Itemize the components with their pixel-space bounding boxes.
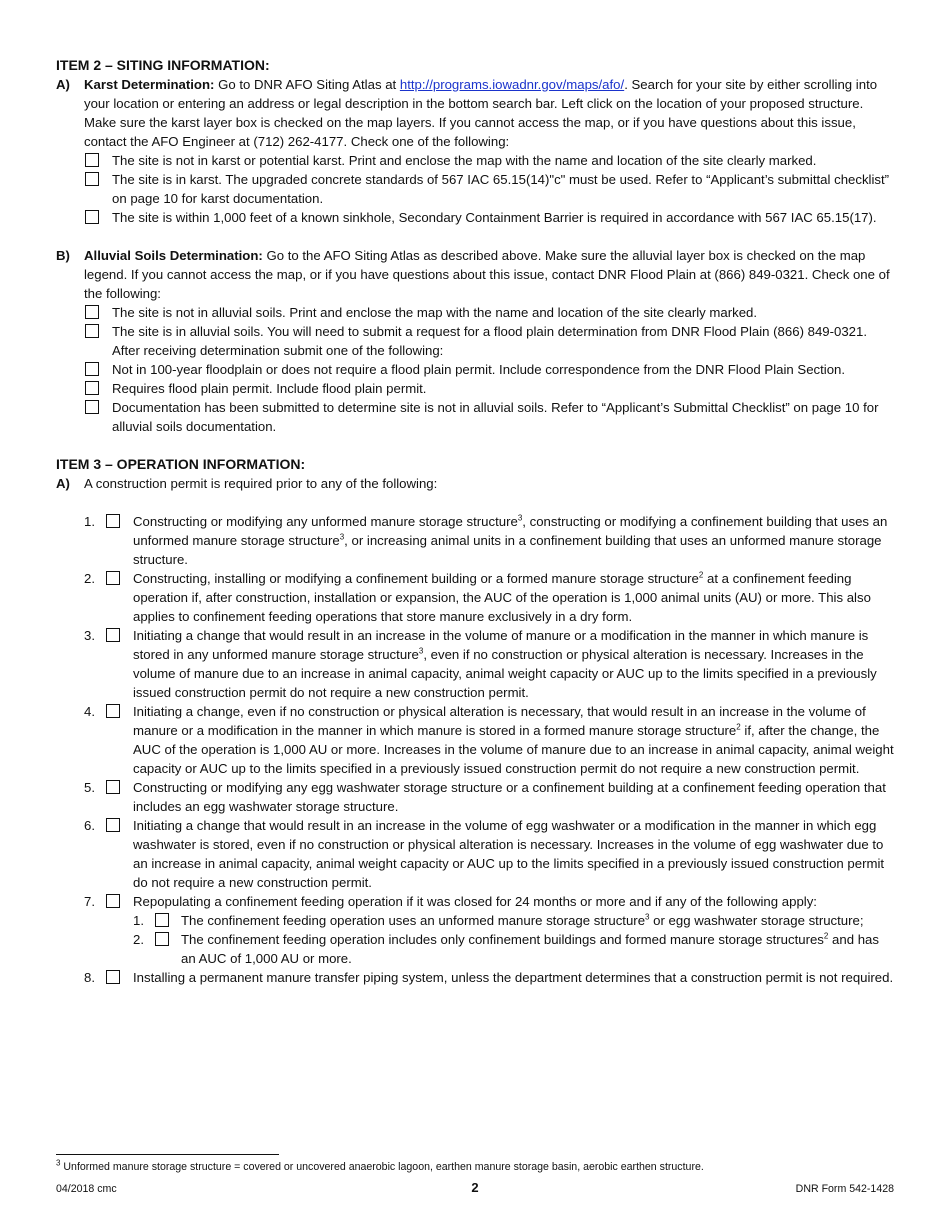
form-page xyxy=(56,56,896,987)
permit-item-4 xyxy=(84,702,896,778)
permit-item-8-checkbox[interactable] xyxy=(106,970,120,984)
permit-item-3 xyxy=(84,626,896,702)
item-text: Constructing, installing or modifying a confinement building or a formed manure storage structure$^2$ at a confinement feeding operation if, after construction, installation or expansion, the AUC of the operation is 1,000 animal units (AU) or more. This also applies to confinement feeding operations that store manure exclusively in a dry form. xyxy=(133,570,871,624)
permit-item-1-checkbox[interactable] xyxy=(106,514,120,528)
alluvial-documentation-checkbox[interactable] xyxy=(85,400,99,414)
permit-item-1 xyxy=(84,512,896,569)
option-text: The site is in karst. The upgraded concrete standards of 567 IAC 65.15(14)"c" must be used. Refer to “Applicant’s submittal checklist” on page 10 for karst documentation. xyxy=(112,172,890,206)
karst-option-not-in-karst xyxy=(84,151,896,170)
karst-sinkhole-checkbox[interactable] xyxy=(85,210,99,224)
permit-item-5-checkbox[interactable] xyxy=(106,780,120,794)
alluvial-option-requires-permit xyxy=(84,379,896,398)
sub-text: The confinement feeding operation uses an unformed manure storage structure$^3$ or egg washwater storage structure; xyxy=(181,912,864,928)
permit-item-2-checkbox[interactable] xyxy=(106,571,120,585)
permit-item-4-checkbox[interactable] xyxy=(106,704,120,718)
afo-atlas-link[interactable]: http://programs.iowadnr.gov/maps/afo/ xyxy=(399,77,625,92)
item-text: Initiating a change, even if no construction or physical alteration is necessary, that would result in an increase in the volume of manure or a modification in the manner in which manure is stored in a formed manure storage structure$^2$ if, after the change, the AUC of the operation is 1,000 AU or more. Increases in the volume of manure due to an increase in animal capacity, animal weight capacity or AUC up to the limits specified in a previously issued construction permit do not require a new construction permit. xyxy=(133,704,894,776)
operation-section xyxy=(56,474,896,493)
item2-heading: ITEM 2 – SITING INFORMATION: xyxy=(56,57,270,73)
permit-item-2 xyxy=(84,569,896,626)
permit-item-7-sub-1 xyxy=(133,911,896,930)
item-number: 7. xyxy=(84,894,95,909)
alluvial-not-in-checkbox[interactable] xyxy=(85,305,99,319)
karst-label: A) xyxy=(56,77,70,92)
permit-item-6-checkbox[interactable] xyxy=(106,818,120,832)
item-text: Constructing or modifying any egg washwater storage structure or a confinement building at a confinement feeding operation that includes an egg washwater storage structure. xyxy=(133,780,886,814)
permit-item-7-checkbox[interactable] xyxy=(106,894,120,908)
alluvial-title: Alluvial Soils Determination: xyxy=(84,248,263,263)
item-text: Installing a permanent manure transfer piping system, unless the department determines that a construction permit is not required. xyxy=(133,970,894,985)
alluvial-requires-permit-checkbox[interactable] xyxy=(85,381,99,395)
karst-option-sinkhole xyxy=(84,208,896,227)
option-text: Requires flood plain permit. Include flood plain permit. xyxy=(112,381,427,396)
alluvial-option-not-floodplain xyxy=(84,360,896,379)
item-text: Initiating a change that would result in an increase in the volume of manure or a modification in the manner in which manure is stored in any unformed manure storage structure$^3$, even if no construction or physical alteration is necessary. Increases in the volume of manure due to an increase in animal capacity, animal weight capacity or AUC up to the limits specified in a previously issued construction permit do not require a new construction permit. xyxy=(133,628,877,700)
karst-in-karst-checkbox[interactable] xyxy=(85,172,99,186)
sub-number: 1. xyxy=(133,913,144,928)
alluvial-not-floodplain-checkbox[interactable] xyxy=(85,362,99,376)
option-text: The site is not in alluvial soils. Print and enclose the map with the name and location of the site clearly marked. xyxy=(112,305,758,320)
alluvial-section xyxy=(56,246,896,303)
karst-section xyxy=(56,75,896,151)
karst-text-before: Go to DNR AFO Siting Atlas at xyxy=(214,77,400,92)
option-text: Documentation has been submitted to determine site is not in alluvial soils. Refer to “Applicant’s Submittal Checklist” on page 10 for alluvial soils documentation. xyxy=(112,400,879,434)
option-text: The site is within 1,000 feet of a known sinkhole, Secondary Containment Barrier is required in accordance with 567 IAC 65.15(17). xyxy=(112,210,877,225)
operation-intro: A construction permit is required prior to any of the following: xyxy=(84,476,438,491)
permit-item-7-sub-2 xyxy=(133,930,896,968)
permit-item-8 xyxy=(84,968,896,987)
form-number: DNR Form 542-1428 xyxy=(795,1183,894,1195)
option-text: The site is in alluvial soils. You will need to submit a request for a flood plain determination from DNR Flood Plain (866) 849-0321. After receiving determination submit one of the following: xyxy=(112,324,868,358)
item-number: 3. xyxy=(84,628,95,643)
alluvial-option-in-alluvial xyxy=(84,322,896,360)
item-text: Initiating a change that would result in an increase in the volume of egg washwater or a modification in the manner in which egg washwater is stored, even if no construction or physical alteration is necessary. Increases in the volume of egg washwater due to an increase in animal capacity, animal weight capacity or AUC up to the limits specified in a previously issued construction permit do not require a new construction permit. xyxy=(133,818,885,890)
item-text: Repopulating a confinement feeding operation if it was closed for 24 months or more and if any of the following apply: xyxy=(133,894,817,909)
alluvial-instructions xyxy=(84,246,896,303)
karst-instructions xyxy=(84,75,896,151)
footnote-divider xyxy=(56,1154,279,1155)
item3-heading: ITEM 3 – OPERATION INFORMATION: xyxy=(56,456,306,472)
option-text: The site is not in karst or potential karst. Print and enclose the map with the name and location of the site clearly marked. xyxy=(112,153,817,168)
item-number: 5. xyxy=(84,780,95,795)
karst-title: Karst Determination: xyxy=(84,77,215,92)
permit-item-7-sub-1-checkbox[interactable] xyxy=(155,913,169,927)
karst-not-in-karst-checkbox[interactable] xyxy=(85,153,99,167)
alluvial-in-checkbox[interactable] xyxy=(85,324,99,338)
item-number: 6. xyxy=(84,818,95,833)
alluvial-label: B) xyxy=(56,248,70,263)
karst-text-after: . Search for your site by either scrolling into your location or entering an address or legal description in the bottom search bar. Left click on the location of your proposed structure. Make sure the karst layer box is checked on the map layers. If you cannot access the map, or if you have questions about this issue, contact the AFO Engineer at (712) 262-4177. Check one of the following: xyxy=(84,77,878,149)
alluvial-text: Go to the AFO Siting Atlas as described above. Make sure the alluvial layer box is checked on the map legend. If you cannot access the map, or if you have questions about this issue, contact DNR Flood Plain at (866) 849-0321. Check one of the following: xyxy=(84,248,890,301)
sub-text: The confinement feeding operation includes only confinement buildings and formed manure storage structures$^2$ and has an AUC of 1,000 AU or more. xyxy=(181,931,879,966)
page-number: 2 xyxy=(471,1180,479,1195)
item-number: 1. xyxy=(84,514,95,529)
option-text: Not in 100-year floodplain or does not require a flood plain permit. Include correspondence from the DNR Flood Plain Section. xyxy=(112,362,846,377)
footer-date: 04/2018 cmc xyxy=(56,1183,117,1195)
permit-item-7 xyxy=(84,892,896,968)
karst-option-in-karst xyxy=(84,170,896,208)
item-number: 2. xyxy=(84,571,95,586)
permit-item-5 xyxy=(84,778,896,816)
footnote-marker: 3 xyxy=(56,1158,61,1168)
alluvial-option-not-alluvial xyxy=(84,303,896,322)
alluvial-option-documentation xyxy=(84,398,896,436)
item-number: 4. xyxy=(84,704,95,719)
footnote xyxy=(56,1160,704,1174)
operation-label: A) xyxy=(56,476,70,491)
item-number: 8. xyxy=(84,970,95,985)
permit-item-3-checkbox[interactable] xyxy=(106,628,120,642)
sub-number: 2. xyxy=(133,932,144,947)
footnote-text: Unformed manure storage structure = covered or uncovered anaerobic lagoon, earthen manure storage basin, aerobic earthen structure. xyxy=(60,1161,704,1173)
permit-item-6 xyxy=(84,816,896,892)
item-text: Constructing or modifying any unformed manure storage structure$^3$, constructing or modifying a confinement building that uses an unformed manure storage structure$^3$, or increasing animal units in a confinement building that uses an unformed manure storage structure. xyxy=(133,513,888,567)
permit-item-7-sub-2-checkbox[interactable] xyxy=(155,932,169,946)
